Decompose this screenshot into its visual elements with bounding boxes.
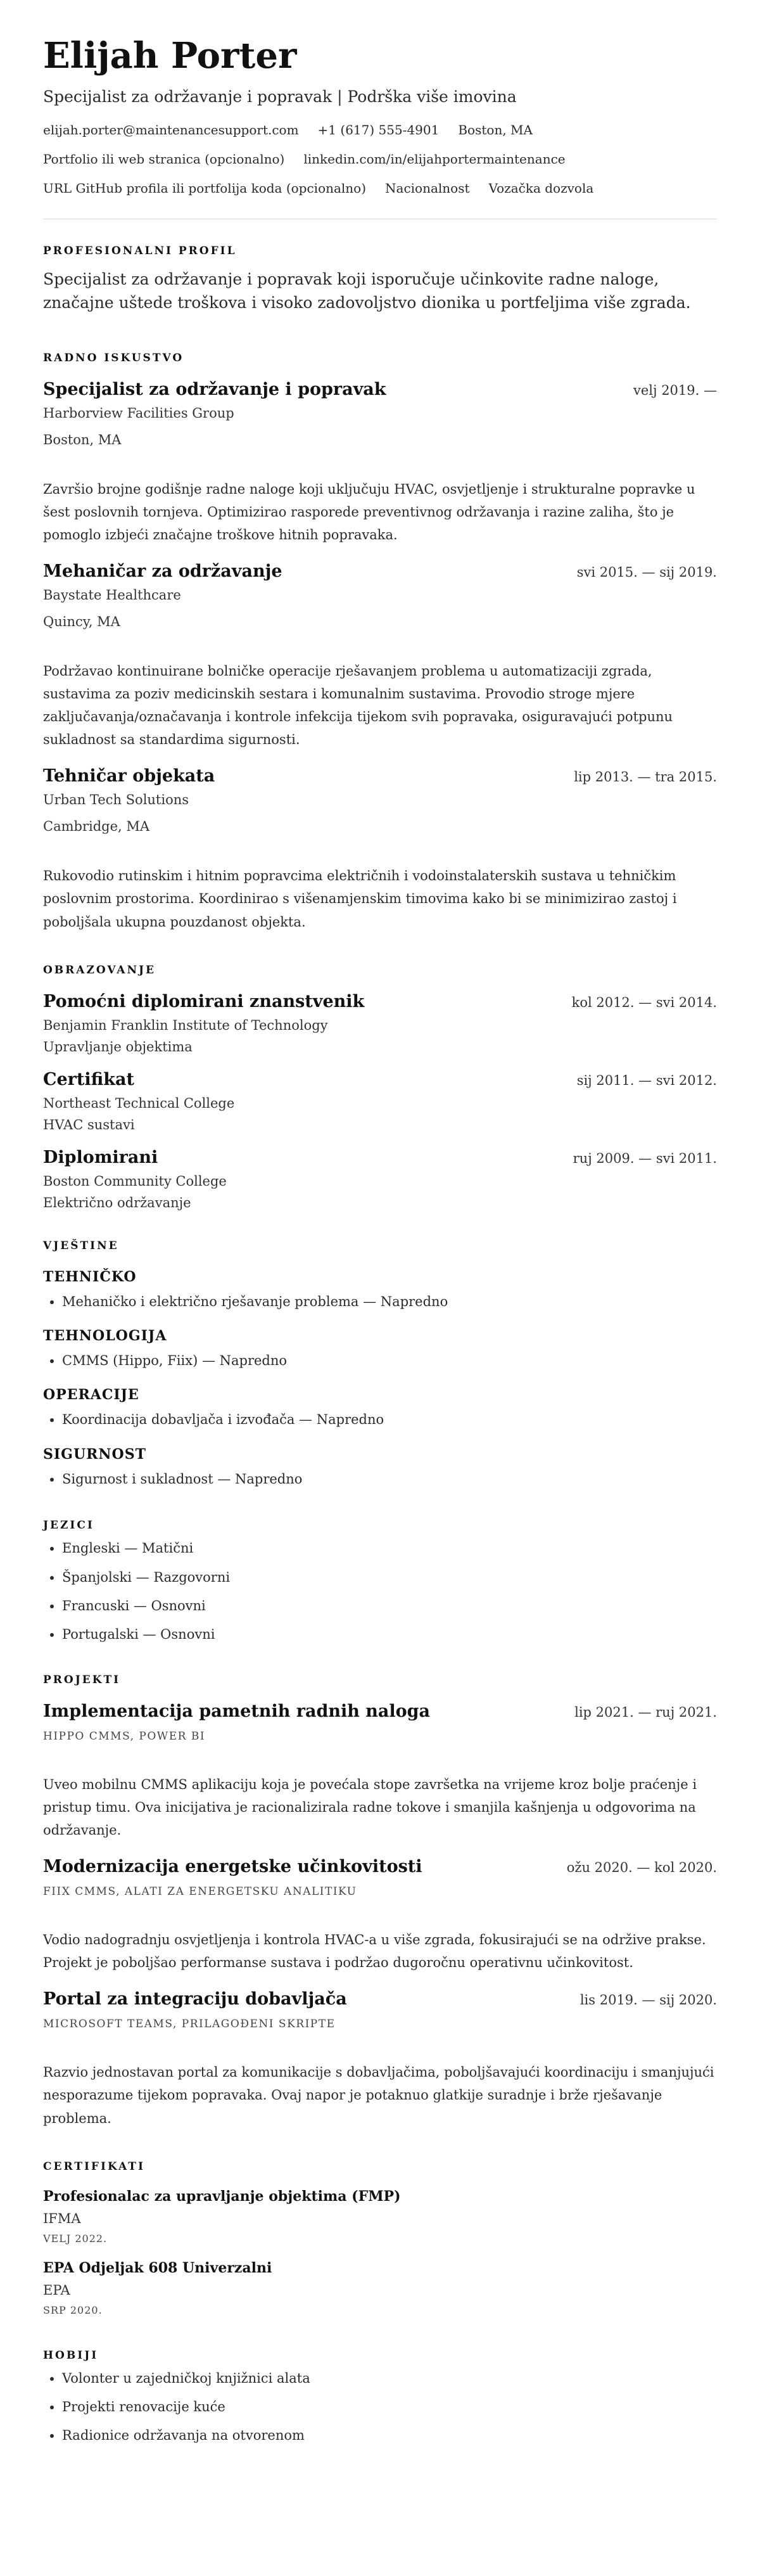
section-title: PROFESIONALNI PROFIL [43,244,237,257]
phone-number: +1 (617) 555-4901 [317,122,440,138]
github-link[interactable]: URL GitHub profila ili portfolija koda (opcionalno) [43,180,367,196]
skill-list [43,1293,717,1311]
project-dates: lip 2021. — ruj 2021. [574,1704,717,1720]
skill-item: • Koordinacija dobavljača i izvođača — Napredno [62,1411,717,1429]
school-name: Boston Community College [43,1173,227,1189]
study-field: Upravljanje objektima [43,1039,193,1054]
work-entry [43,561,717,751]
skill-group-title: TEHNIČKO [43,1268,137,1285]
skill-list [43,1470,717,1489]
hobbies-section [43,2349,717,2445]
study-field: HVAC sustavi [43,1117,135,1132]
project-tools: HIPPO CMMS, POWER BI [43,1729,206,1743]
license-text: Vozačka dozvola [488,180,594,196]
study-field: Električno održavanje [43,1195,191,1210]
work-entry [43,766,717,933]
skill-list [43,1411,717,1429]
projects-section [43,1674,717,2130]
project-title: Modernizacija energetske učinkovitosti [43,1857,422,1877]
project-tools: MICROSOFT TEAMS, PRILAGOĐENI SKRIPTE [43,2018,336,2031]
education-entry [43,992,717,1054]
job-location: Quincy, MA [43,613,120,629]
degree-title: Certifikat [43,1069,134,1089]
skill-group-title: OPERACIJE [43,1387,139,1404]
project-title: Portal za integraciju dobavljača [43,1989,347,2009]
job-title: Mehaničar za održavanje [43,561,282,581]
profile-summary: Specijalist za održavanje i popravak koji isporučuje učinkovite radne naloge, značajne uštede troškova i visoko zadovoljstvo dionika u portfeljima više zgrada. [43,269,691,312]
resume-header [43,37,717,196]
project-description: Vodio nadogradnju osvjetljenja i kontrola HVAC-a u više zgrada, fokusirajući se na održive prakse. Projekt je poboljšao performanse sustava i podržao dugoročnu operativnu učinkovitost. [43,1932,706,1971]
project-tools: FIIX CMMS, ALATI ZA ENERGETSKU ANALITIKU [43,1885,357,1899]
company-name: Harborview Facilities Group [43,405,234,421]
section-title: VJEŠTINE [43,1239,119,1252]
job-location: Boston, MA [43,432,122,447]
project-entry [43,1701,717,1842]
education-dates: kol 2012. — svi 2014. [571,994,717,1010]
hobby-list [43,2369,717,2445]
degree-title: Pomoćni diplomirani znanstvenik [43,991,365,1011]
nationality-text: Nacionalnost [385,180,470,196]
degree-title: Diplomirani [43,1147,158,1167]
skill-item: • CMMS (Hippo, Fiix) — Napredno [62,1352,717,1370]
hobby-item: • Projekti renovacije kuće [62,2398,717,2416]
education-entry [43,1070,717,1132]
job-dates: svi 2015. — sij 2019. [576,564,717,580]
company-name: Baystate Healthcare [43,587,181,603]
education-section [43,964,717,1210]
certificate-issuer: EPA [43,2282,70,2298]
job-title: Specijalist za održavanje i popravak [43,379,386,399]
job-title: Tehničar objekata [43,766,215,786]
certificate-date: SRP 2020. [43,2304,103,2316]
school-name: Northeast Technical College [43,1095,235,1111]
education-entry [43,1148,717,1210]
language-item: • Portugalski — Osnovni [62,1625,717,1644]
job-description: Podržavao kontinuirane bolničke operacije rješavanjem problema u automatizaciji zgrada, sustavima za poziv medicinskih sestara i komunalnim sustavima. Provodio stroge mjere zaključavanja/označavanja i kontrole infekcija tijekom svih popravaka, osiguravajući potpunu sukladnost sa standardima sigurnosti. [43,663,673,748]
company-name: Urban Tech Solutions [43,792,189,808]
language-item: • Španjolski — Razgovorni [62,1568,717,1587]
skills-section [43,1240,717,1489]
project-description: Razvio jednostavan portal za komunikacije s dobavljačima, poboljšavajući koordinaciju i smanjujući nesporazume tijekom popravaka. Ovaj napor je potaknuo glatkije suradnje i brže rješavanje problema. [43,2065,714,2126]
project-entry [43,1857,717,1974]
project-description: Uveo mobilnu CMMS aplikaciju koja je povećala stope završetka na vrijeme kroz bolje praćenje i pristup timu. Ova inicijativa je racionalizirala radne tokove i smanjila kašnjenja u odgovorima na održavanje. [43,1776,697,1838]
candidate-name: Elijah Porter [43,35,297,77]
language-item: • Engleski — Matični [62,1539,717,1558]
hobby-item: • Volonter u zajedničkoj knjižnici alata [62,2369,717,2388]
job-description: Završio brojne godišnje radne naloge koji uključuju HVAC, osvjetljenje i strukturalne popravke u šest poslovnih tornjeva. Optimizirao rasporede preventivnog održavanja i razine zaliha, što je pomoglo izbjeći značajne troškove hitnih popravaka. [43,481,695,542]
certificates-section [43,2160,717,2316]
certificate-entry [43,2188,717,2245]
work-entry [43,380,717,546]
skill-group-title: TEHNOLOGIJA [43,1328,167,1345]
section-title: HOBIJI [43,2349,99,2362]
email-link[interactable]: elijah.porter@maintenancesupport.com [43,122,299,138]
certificate-issuer: IFMA [43,2210,81,2226]
project-title: Implementacija pametnih radnih naloga [43,1701,431,1721]
skill-item: • Mehaničko i električno rješavanje problema — Napredno [62,1293,717,1311]
language-item: • Francuski — Osnovni [62,1597,717,1615]
section-title: PROJEKTI [43,1673,121,1686]
section-title: CERTIFIKATI [43,2160,145,2173]
certificate-entry [43,2260,717,2316]
contact-line-2 [43,151,717,167]
education-dates: ruj 2009. — svi 2011. [573,1150,717,1166]
section-title: RADNO ISKUSTVO [43,351,184,364]
project-dates: lis 2019. — sij 2020. [580,1992,717,2008]
location-text: Boston, MA [458,122,533,138]
job-location: Cambridge, MA [43,819,150,835]
skill-group-title: SIGURNOST [43,1445,146,1463]
contact-line-1 [43,122,717,138]
profile-section [43,245,717,315]
project-entry [43,1989,717,2129]
headline: Specijalist za održavanje i popravak | Podrška više imovina [43,87,517,106]
hobby-item: • Radionice održavanja na otvorenom [62,2426,717,2445]
language-list [43,1539,717,1644]
linkedin-link[interactable]: linkedin.com/in/elijahportermaintenance [303,151,566,167]
certificate-date: VELJ 2022. [43,2232,108,2245]
languages-section [43,1519,717,1644]
school-name: Benjamin Franklin Institute of Technology [43,1017,328,1033]
work-section [43,352,717,933]
project-dates: ožu 2020. — kol 2020. [566,1860,717,1876]
education-dates: sij 2011. — svi 2012. [576,1072,717,1088]
skill-list [43,1352,717,1370]
contact-line-3 [43,181,717,196]
portfolio-link[interactable]: Portfolio ili web stranica (opcionalno) [43,151,285,167]
certificate-title: Profesionalac za upravljanje objektima (FMP) [43,2188,401,2205]
job-dates: velj 2019. — [633,382,717,398]
certificate-title: EPA Odjeljak 608 Univerzalni [43,2259,272,2276]
section-title: JEZICI [43,1519,94,1532]
section-title: OBRAZOVANJE [43,963,156,977]
job-dates: lip 2013. — tra 2015. [574,769,717,785]
job-description: Rukovodio rutinskim i hitnim popravcima električnih i vodoinstalaterskih sustava u tehničkim poslovnim prostorima. Koordinirao s višenamjenskim timovima kako bi se minimizirao zastoj i poboljšala ukupna pouzdanost objekta. [43,868,677,930]
skill-item: • Sigurnost i sukladnost — Napredno [62,1470,717,1489]
